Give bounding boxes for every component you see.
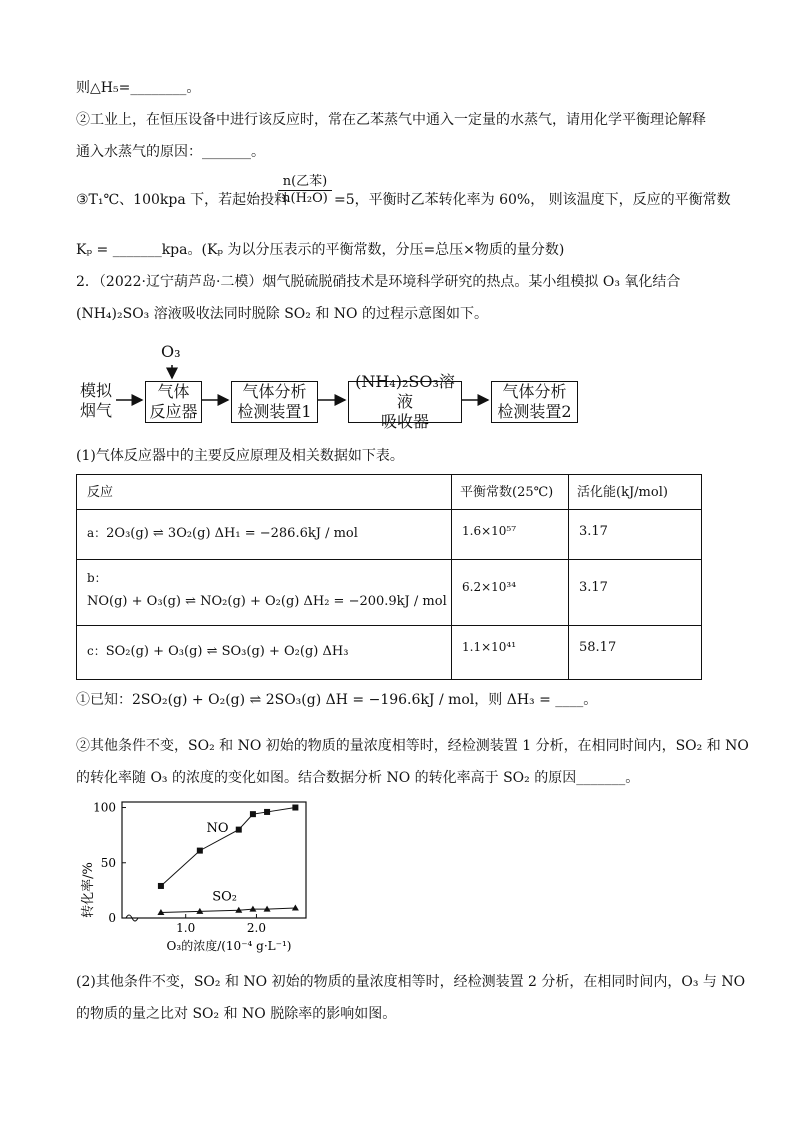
fraction-denominator: n(H₂O) bbox=[278, 190, 332, 206]
table-header-row bbox=[77, 475, 702, 510]
data-point bbox=[292, 905, 299, 911]
table-header-cell: 平衡常数(25℃) bbox=[452, 475, 569, 510]
y-tick-label: 50 bbox=[100, 855, 116, 870]
absorber-box: (NH₄)₂SO₃溶液 吸收器 bbox=[348, 381, 462, 423]
text-line: ①已知：2SO₂(g) + O₂(g) ⇌ 2SO₃(g) ΔH = −196.6kJ / mol，则 ΔH₃ = ____。 bbox=[76, 692, 598, 708]
table-header-cell: 反应 bbox=[77, 475, 452, 510]
x-axis-label: O₃的浓度/(10⁻⁴ g·L⁻¹) bbox=[166, 939, 292, 953]
text-line: ②工业上，在恒压设备中进行该反应时，常在乙苯蒸气中通入一定量的水蒸气，请用化学平衡理论解释 bbox=[76, 112, 706, 128]
y-tick-label: 100 bbox=[93, 800, 116, 815]
activation-energy-cell: 58.17 bbox=[569, 626, 702, 680]
data-point bbox=[264, 809, 270, 815]
text-line: =5，平衡时乙苯转化率为 60%， 则该温度下，反应的平衡常数 bbox=[334, 192, 731, 208]
gas-analyzer-1-box: 气体分析 检测装置1 bbox=[231, 381, 318, 423]
y-axis-label: 转化率/% bbox=[81, 862, 96, 918]
table-header-cell: 活化能(kJ/mol) bbox=[569, 475, 702, 510]
reaction-table bbox=[76, 474, 702, 680]
text-line: 的物质的量之比对 SO₂ 和 NO 脱除率的影响如图。 bbox=[76, 1006, 397, 1022]
y-tick-label: 0 bbox=[108, 911, 116, 925]
series-label: NO bbox=[206, 820, 229, 836]
data-point bbox=[197, 848, 203, 854]
series-label: SO₂ bbox=[212, 889, 238, 905]
x-tick-label: 2.0 bbox=[246, 921, 267, 935]
text-line: (2)其他条件不变，SO₂ 和 NO 初始的物质的量浓度相等时，经检测装置 2 分析，在相同时间内，O₃ 与 NO bbox=[76, 974, 746, 990]
data-point bbox=[158, 883, 164, 889]
fraction-numerator: n(乙苯) bbox=[282, 174, 328, 189]
table-row bbox=[77, 560, 702, 626]
text-line: 通入水蒸气的原因：_______。 bbox=[76, 144, 265, 160]
data-point bbox=[250, 811, 256, 817]
simulated-flue-gas-label: 模拟 烟气 bbox=[79, 381, 112, 420]
equilibrium-constant-cell: 1.1×10⁴¹ bbox=[452, 626, 569, 680]
gas-reactor-box: 气体 反应器 bbox=[145, 381, 202, 423]
text-line: (NH₄)₂SO₃ 溶液吸收法同时脱除 SO₂ 和 NO 的过程示意图如下。 bbox=[76, 306, 488, 322]
chart-series bbox=[157, 805, 298, 915]
reaction-cell: a：2O₃(g) ⇌ 3O₂(g) ΔH₁ = −286.6kJ / mol bbox=[77, 510, 452, 560]
table-row bbox=[77, 626, 702, 680]
data-point bbox=[236, 827, 242, 833]
ozone-label: O₃ bbox=[161, 342, 181, 361]
conversion-rate-chart bbox=[74, 790, 334, 960]
text-line: 2．（2022·辽宁葫芦岛·二模）烟气脱硫脱硝技术是环境科学研究的热点。某小组模拟 O₃ 氧化结合 bbox=[76, 274, 681, 290]
data-point bbox=[292, 805, 298, 811]
reaction-cell: c：SO₂(g) + O₃(g) ⇌ SO₃(g) + O₂(g) ΔH₃ bbox=[77, 626, 452, 680]
series-line-so2 bbox=[161, 908, 295, 912]
chart-axes bbox=[93, 801, 306, 935]
text-line: 的转化率随 O₃ 的浓度的变化如图。结合数据分析 NO 的转化率高于 SO₂ 的原因_______。 bbox=[76, 770, 640, 786]
text-line: 则△H₅=________。 bbox=[76, 80, 201, 96]
equilibrium-constant-cell: 1.6×10⁵⁷ bbox=[452, 510, 569, 560]
equilibrium-constant-cell: 6.2×10³⁴ bbox=[452, 560, 569, 626]
text-line: ③T₁℃、100kpa 下，若起始投料 bbox=[76, 192, 289, 208]
reaction-cell: b： NO(g) + O₃(g) ⇌ NO₂(g) + O₂(g) ΔH₂ = −200.9kJ / mol bbox=[77, 560, 452, 626]
text-line: Kₚ = _______kpa。(Kₚ 为以分压表示的平衡常数，分压=总压×物质的量分数) bbox=[76, 242, 565, 258]
table-row bbox=[77, 510, 702, 560]
text-line: (1)气体反应器中的主要反应原理及相关数据如下表。 bbox=[76, 448, 404, 464]
series-line-no bbox=[161, 808, 295, 886]
x-tick-label: 1.0 bbox=[176, 921, 196, 935]
activation-energy-cell: 3.17 bbox=[569, 510, 702, 560]
activation-energy-cell: 3.17 bbox=[569, 560, 702, 626]
text-line: ②其他条件不变，SO₂ 和 NO 初始的物质的量浓度相等时，经检测装置 1 分析，在相同时间内，SO₂ 和 NO bbox=[76, 738, 749, 754]
gas-analyzer-2-box: 气体分析 检测装置2 bbox=[491, 381, 578, 423]
